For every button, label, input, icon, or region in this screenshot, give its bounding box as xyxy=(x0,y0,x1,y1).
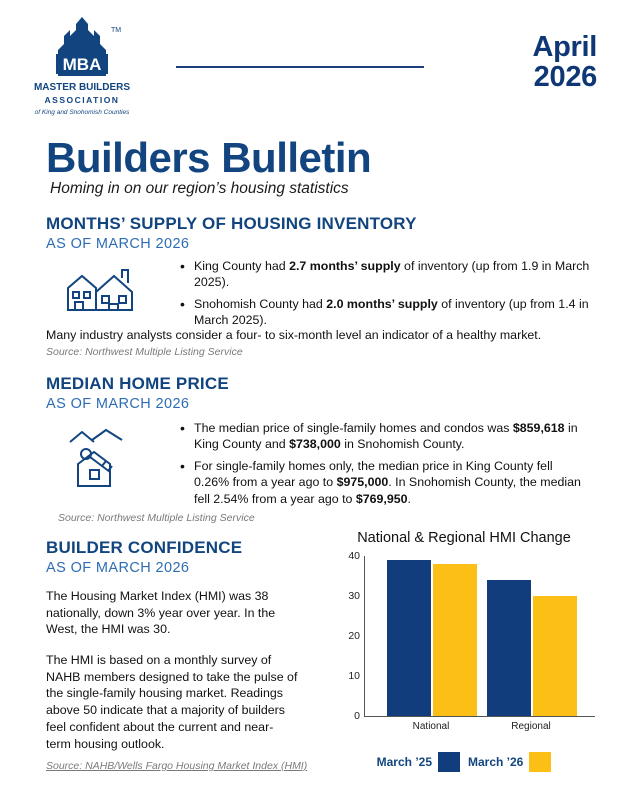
y-tick: 30 xyxy=(348,590,360,602)
bar-regional-2025 xyxy=(487,580,531,716)
page-subtitle: Homing in on our region’s housing statistics xyxy=(50,180,349,197)
inventory-source: Source: Northwest Multiple Listing Service xyxy=(46,346,243,358)
svg-text:of King and Snohomish Counties: of King and Snohomish Counties xyxy=(34,109,130,116)
price-source: Source: Northwest Multiple Listing Service xyxy=(58,512,255,524)
legend-item-2026 xyxy=(468,752,551,772)
issue-date xyxy=(532,32,597,93)
list-item: • For single-family homes only, the median price in King County fell 0.26% from a year ago to $975,000. In Snohomish County, the median fell 2.54% from a year ago to $769,950. xyxy=(192,458,590,507)
svg-text:MASTER BUILDERS: MASTER BUILDERS xyxy=(33,82,131,93)
list-item: • The median price of single-family homes and condos was $859,618 in King County and $738,000 in Snohomish County. xyxy=(192,420,590,453)
hmi-chart xyxy=(330,530,598,775)
inventory-bullet-list xyxy=(176,258,590,334)
legend-label: March ’25 xyxy=(376,755,432,769)
list-item: • King County had 2.7 months’ supply of inventory (up from 1.9 in March 2025). xyxy=(192,258,590,291)
x-tick-label: National xyxy=(412,721,450,732)
svg-text:ASSOCIATION: ASSOCIATION xyxy=(44,95,120,105)
legend-swatch-blue xyxy=(438,752,460,772)
chart-title: National & Regional HMI Change xyxy=(357,530,571,546)
page-title: Builders Bulletin xyxy=(46,134,372,181)
page-header xyxy=(0,0,619,128)
price-bullet-list xyxy=(176,420,590,512)
confidence-source: Source: NAHB/Wells Fargo Housing Market Index (HMI) xyxy=(46,760,308,772)
section-heading-price: MEDIAN HOME PRICE xyxy=(46,374,229,393)
y-tick: 0 xyxy=(354,710,360,722)
inventory-note: Many industry analysts consider a four- to six-month level an indicator of a healthy market. xyxy=(46,328,542,342)
house-icon xyxy=(62,258,138,318)
legend-swatch-yellow xyxy=(529,752,551,772)
bar-national-2025 xyxy=(387,560,431,716)
bar-regional-2026 xyxy=(533,596,577,716)
y-tick: 20 xyxy=(348,630,360,642)
section-subheading-price: AS OF MARCH 2026 xyxy=(46,396,190,412)
issue-month: April xyxy=(532,31,597,63)
chart-plot-area xyxy=(348,550,595,732)
bar-national-2026 xyxy=(433,564,477,716)
y-tick: 10 xyxy=(348,670,360,682)
y-tick: 40 xyxy=(348,550,360,562)
confidence-paragraph-2: The HMI is based on a monthly survey of NAHB members designed to take the pulse of the single-family housing market. Readings above 50 indicate that a majority of builders feel confident about the current and near-term housing outlook. xyxy=(46,653,298,751)
chart-legend xyxy=(330,752,598,772)
svg-text:MBA: MBA xyxy=(62,55,102,74)
section-subheading-inventory: AS OF MARCH 2026 xyxy=(46,236,190,252)
section-heading-confidence: BUILDER CONFIDENCE xyxy=(46,538,243,557)
section-subheading-confidence: AS OF MARCH 2026 xyxy=(46,560,190,576)
list-item: • Snohomish County had 2.0 months’ supply of inventory (up from 1.4 in March 2025). xyxy=(192,296,590,329)
mba-logo xyxy=(26,14,138,120)
confidence-paragraph-1: The Housing Market Index (HMI) was 38 nationally, down 3% year over year. In the West, the HMI was 30. xyxy=(46,589,276,637)
legend-item-2025 xyxy=(377,752,460,772)
svg-text:TM: TM xyxy=(111,27,122,34)
legend-label: March ’26 xyxy=(468,755,524,769)
x-tick-label: Regional xyxy=(511,721,551,732)
header-divider xyxy=(176,66,424,68)
house-keys-icon xyxy=(62,424,140,496)
issue-year: 2026 xyxy=(533,61,597,94)
section-heading-inventory: MONTHS’ SUPPLY OF HOUSING INVENTORY xyxy=(46,214,417,233)
